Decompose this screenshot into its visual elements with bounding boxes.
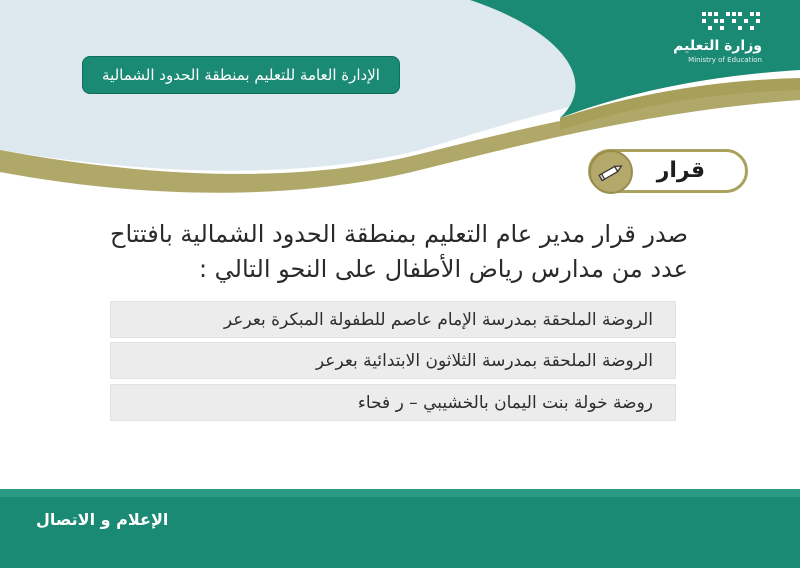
decision-badge — [588, 149, 748, 193]
logo-english-text: Ministry of Education — [688, 56, 762, 64]
list-item-text: روضة خولة بنت اليمان بالخشيبي – ر فحاء — [357, 392, 653, 413]
pencil-icon — [589, 150, 633, 194]
admin-department-label — [82, 56, 400, 94]
footer-label: الإعلام و الاتصال — [36, 510, 169, 529]
statement-line-2: عدد من مدارس رياض الأطفال على النحو التالي : — [198, 255, 688, 283]
footer-strip — [0, 489, 800, 497]
statement-line-1: صدر قرار مدير عام التعليم بمنطقة الحدود الشمالية بافتتاح — [110, 220, 688, 248]
list-item — [110, 301, 676, 338]
ministry-logo — [670, 8, 780, 68]
logo-arabic-text: وزارة التعليم — [673, 38, 762, 54]
list-item — [110, 342, 676, 379]
ministry-emblem-icon — [698, 8, 768, 36]
list-item-text: الروضة الملحقة بمدرسة الإمام عاصم للطفولة المبكرة بعرعر — [223, 309, 653, 330]
admin-department-text: الإدارة العامة للتعليم بمنطقة الحدود الشمالية — [102, 66, 380, 84]
list-item — [110, 384, 676, 421]
decision-label: قرار — [656, 158, 705, 183]
list-item-text: الروضة الملحقة بمدرسة الثلاثون الابتدائية بعرعر — [315, 350, 653, 371]
